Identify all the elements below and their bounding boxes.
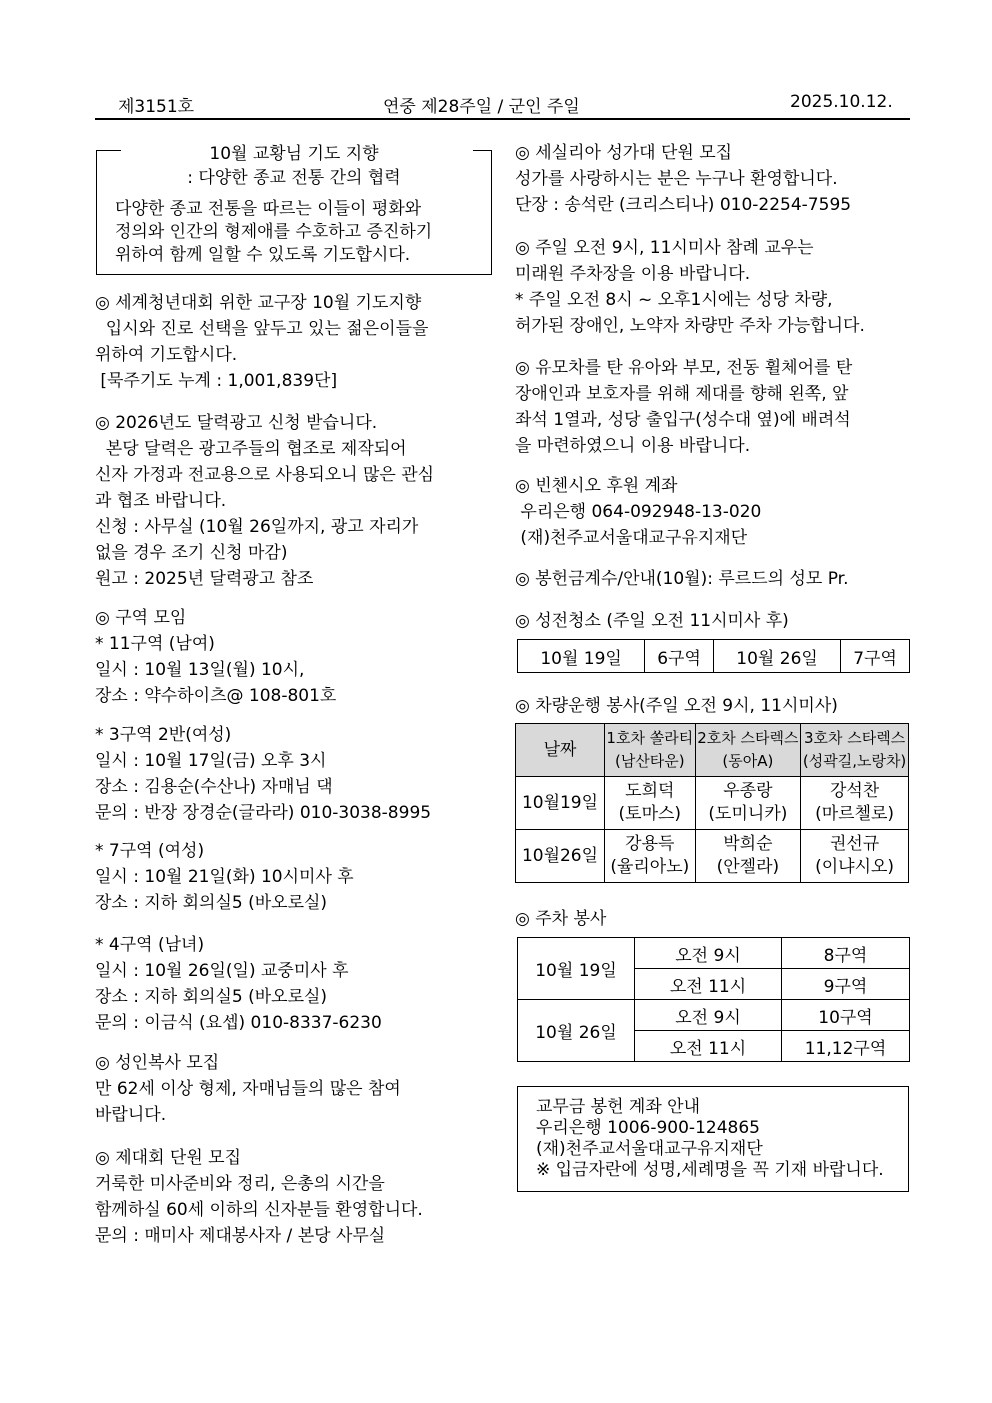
section-line: 장소 : 지하 회의실5 (바오로실) [95, 893, 328, 913]
notice-section [95, 410, 495, 592]
section-line: 미래원 주차장을 이용 바랍니다. [515, 264, 751, 284]
car-cell [605, 830, 696, 883]
prayer-line: 정의와 인간의 형제애를 수호하고 증진하기 [115, 222, 433, 242]
parking-time: 오전 11시 [635, 1031, 782, 1062]
car-cell [695, 830, 801, 883]
cleaning-cell: 7구역 [841, 640, 910, 673]
section-line: 만 62세 이상 형제, 자매님들의 많은 참여 [95, 1079, 401, 1099]
section-line: 신청 : 사무실 (10월 26일까지, 광고 자리가 [95, 517, 419, 537]
car-header-cell [605, 724, 696, 777]
cell-text: (이냐시오) [815, 857, 895, 877]
section-line: 장애인과 보호자를 위해 제대를 향해 왼쪽, 앞 [515, 384, 849, 404]
cell-text: 10월26일 [521, 845, 599, 866]
section-heading: ◎ 차량운행 봉사(주일 오전 9시, 11시미사) [515, 696, 838, 716]
section-line: 일시 : 10월 26일(일) 교중미사 후 [95, 961, 349, 981]
section-line: (재)천주교서울대교구유지재단 [515, 528, 748, 548]
section-line: 과 협조 바랍니다. [95, 491, 227, 511]
notice-section [95, 605, 495, 709]
date: 2025.10.12. [790, 92, 893, 112]
section-line: 바랍니다. [95, 1105, 167, 1125]
cell-text: (마르첼로) [815, 804, 895, 824]
prayer-intention-box [96, 144, 492, 275]
cell-text: (안젤라) [716, 857, 780, 877]
cell-text: (도미니카) [708, 804, 788, 824]
car-cell [801, 830, 909, 883]
section-line: [묵주기도 누계 : 1,001,839단] [95, 371, 338, 391]
notice-section [515, 608, 915, 634]
notice-section [95, 722, 495, 826]
parking-date: 10월 19일 [518, 938, 635, 1000]
car-header-cell [695, 724, 801, 777]
offering-account-box [517, 1086, 909, 1192]
account-line: (재)천주교서울대교구유지재단 [536, 1139, 763, 1159]
car-service-table [515, 723, 909, 883]
section-line: 장소 : 김용순(수산나) 자매님 댁 [95, 777, 333, 797]
cell-text: (성곽길,노랑차) [802, 752, 907, 770]
cell-text: (남산타운) [614, 752, 685, 770]
section-line: 거룩한 미사준비와 정리, 은총의 시간을 [95, 1174, 385, 1194]
prayer-subtitle: : 다양한 종교 전통 간의 협력 [187, 168, 401, 188]
section-line: 원고 : 2025년 달력광고 참조 [95, 569, 314, 589]
section-heading: ◎ 봉헌금계수/안내(10월): 루르드의 성모 Pr. [515, 569, 849, 589]
cell-text: 2호차 스타렉스 [697, 729, 799, 747]
header-rule [95, 118, 910, 120]
section-heading: ◎ 세계청년대회 위한 교구장 10월 기도지향 [95, 293, 422, 313]
cleaning-cell: 10월 19일 [518, 640, 645, 673]
parking-time: 오전 9시 [635, 1000, 782, 1031]
cell-text: (동아A) [722, 752, 774, 770]
notice-section [515, 355, 915, 459]
cell-text: 박희순 [723, 834, 773, 854]
parking-zone: 8구역 [782, 938, 910, 969]
prayer-line: 다양한 종교 전통을 따르는 이들이 평화와 [115, 199, 422, 219]
section-heading: ◎ 구역 모임 [95, 608, 187, 628]
cell-text: 강석찬 [829, 781, 880, 801]
account-line: 교무금 봉헌 계좌 안내 [536, 1097, 701, 1117]
section-heading: * 4구역 (남녀) [95, 935, 205, 955]
section-line: 을 마련하였으니 이용 바랍니다. [515, 436, 751, 456]
notice-section [515, 566, 915, 592]
car-cell [801, 777, 909, 830]
section-heading: ◎ 세실리아 성가대 단원 모집 [515, 143, 733, 163]
section-line: * 주일 오전 8시 ~ 오후1시에는 성당 차량, [515, 290, 833, 310]
issue-number: 제3151호 [118, 97, 195, 117]
section-heading: * 3구역 2반(여성) [95, 725, 232, 745]
cell-text: 1호차 쏠라티 [606, 729, 694, 747]
section-line: 본당 달력은 광고주들의 협조로 제작되어 [95, 439, 407, 459]
section-heading: ◎ 유모차를 탄 유아와 부모, 전동 휠체어를 탄 [515, 358, 853, 378]
cleaning-cell: 10월 26일 [713, 640, 840, 673]
section-line: 일시 : 10월 17일(금) 오후 3시 [95, 751, 327, 771]
parking-time: 오전 11시 [635, 969, 782, 1000]
notice-section [515, 235, 915, 339]
notice-section [95, 932, 495, 1036]
section-line: 허가된 장애인, 노약자 차량만 주차 가능합니다. [515, 316, 865, 336]
section-line: 우리은행 064-092948-13-020 [515, 502, 762, 522]
parking-zone: 9구역 [782, 969, 910, 1000]
section-line: 입시와 진로 선택을 앞두고 있는 젊은이들을 [95, 319, 429, 339]
account-line: 우리은행 1006-900-124865 [536, 1118, 760, 1138]
notice-section [515, 140, 915, 218]
section-line: 신자 가정과 전교용으로 사용되오니 많은 관심 [95, 465, 435, 485]
cleaning-cell: 6구역 [645, 640, 714, 673]
notice-section [515, 693, 915, 719]
section-line: 장소 : 지하 회의실5 (바오로실) [95, 987, 328, 1007]
account-line: ※ 입금자란에 성명,세례명을 꼭 기재 바랍니다. [536, 1160, 884, 1180]
section-line: 함께하실 60세 이하의 신자분들 환영합니다. [95, 1200, 423, 1220]
section-heading: ◎ 주일 오전 9시, 11시미사 참례 교우는 [515, 238, 814, 258]
section-line: 문의 : 매미사 제대봉사자 / 본당 사무실 [95, 1226, 386, 1246]
cell-text: 날짜 [543, 739, 577, 760]
section-line: 일시 : 10월 21일(화) 10시미사 후 [95, 867, 354, 887]
car-header-cell [516, 724, 605, 777]
car-header-cell [801, 724, 909, 777]
section-line: 단장 : 송석란 (크리스티나) 010-2254-7595 [515, 195, 852, 215]
cell-text: 3호차 스타렉스 [803, 729, 906, 747]
cell-text: 우종랑 [723, 781, 773, 801]
car-cell [516, 830, 605, 883]
section-line: 문의 : 이금식 (요셉) 010-8337-6230 [95, 1013, 382, 1033]
section-heading: ◎ 성인복사 모집 [95, 1053, 220, 1073]
parking-date: 10월 26일 [518, 1000, 635, 1062]
cell-text: (율리아노) [610, 857, 690, 877]
section-line: 장소 : 약수하이츠@ 108-801호 [95, 686, 337, 706]
cleaning-table [517, 639, 910, 673]
section-line: 위하여 기도합시다. [95, 345, 238, 365]
section-line: * 11구역 (남여) [95, 634, 215, 654]
cell-text: (토마스) [618, 804, 682, 824]
section-line: 문의 : 반장 장경순(글라라) 010-3038-8995 [95, 803, 432, 823]
prayer-line: 위하여 함께 일할 수 있도록 기도합시다. [115, 245, 411, 265]
section-heading: * 7구역 (여성) [95, 841, 205, 861]
section-line: 일시 : 10월 13일(월) 10시, [95, 660, 305, 680]
section-heading: ◎ 2026년도 달력광고 신청 받습니다. [95, 413, 378, 433]
section-line: 없을 경우 조기 신청 마감) [95, 543, 288, 563]
parking-zone: 10구역 [782, 1000, 910, 1031]
notice-section [95, 1050, 495, 1128]
section-line: 좌석 1열과, 성당 출입구(성수대 옆)에 배려석 [515, 410, 851, 430]
notice-section [515, 906, 915, 932]
notice-section [95, 290, 495, 394]
car-cell [695, 777, 801, 830]
section-heading: ◎ 주차 봉사 [515, 909, 607, 929]
section-heading: ◎ 제대회 단원 모집 [95, 1148, 241, 1168]
parking-time: 오전 9시 [635, 938, 782, 969]
parking-zone: 11,12구역 [782, 1031, 910, 1062]
cell-text: 강용득 [625, 834, 675, 854]
section-heading: ◎ 성전청소 (주일 오전 11시미사 후) [515, 611, 789, 631]
page-title: 연중 제28주일 / 군인 주일 [383, 97, 580, 117]
notice-section [515, 473, 915, 551]
car-cell [516, 777, 605, 830]
section-line: 성가를 사랑하시는 분은 누구나 환영합니다. [515, 169, 838, 189]
parking-table [517, 937, 910, 1062]
prayer-title: 10월 교황님 기도 지향 [209, 144, 379, 164]
cell-text: 권선규 [829, 834, 880, 854]
notice-section [95, 838, 495, 916]
cell-text: 도희덕 [625, 781, 675, 801]
notice-section [95, 1145, 495, 1249]
cell-text: 10월19일 [521, 792, 599, 813]
car-cell [605, 777, 696, 830]
section-heading: ◎ 빈첸시오 후원 계좌 [515, 476, 678, 496]
